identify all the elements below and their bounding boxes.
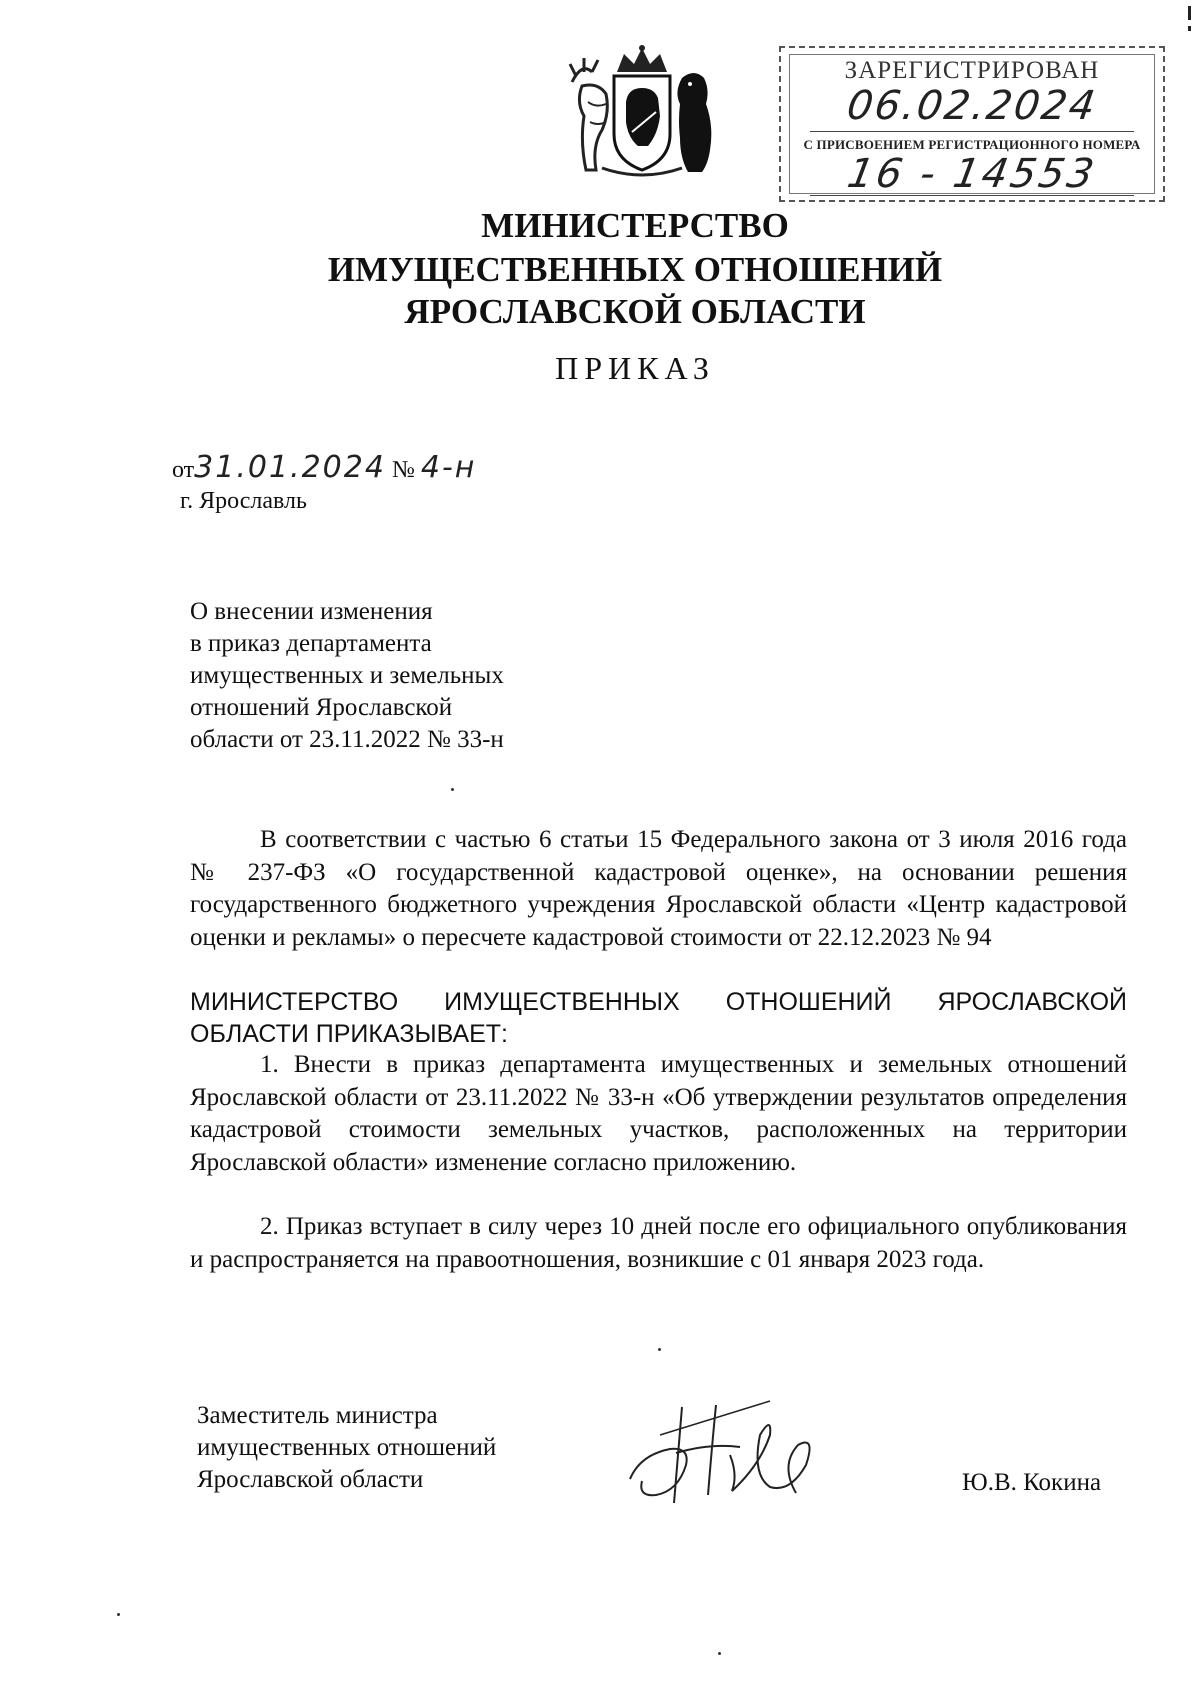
scan-speck — [451, 788, 454, 791]
order-item-1-text: 1. Внести в приказ департамента имущественных и земельных отношений Ярославской области от 23.11.2022 № 33-н «Об утверждении результатов определения кадастровой стоимости земельных участков, расположенных на территории Ярославской области» изменение согласно приложению. — [190, 1051, 1127, 1176]
signatory-title-line: Ярославской области — [197, 1466, 424, 1493]
subject-line: имущественных и земельных — [190, 662, 504, 689]
stamp-title: ЗАРЕГИСТРИРОВАН — [844, 57, 1100, 84]
order-item-1 — [190, 1049, 1127, 1179]
scan-speck — [117, 1613, 120, 1616]
scan-edge-mark — [1186, 4, 1194, 34]
subject-line: О внесении изменения — [190, 598, 433, 625]
stamp-registration-date: 06.02.2024 — [844, 83, 1100, 129]
city: г. Ярославль — [180, 488, 307, 514]
order-date-number-line — [172, 450, 476, 485]
resolution-paragraph: МИНИСТЕРСТВО ИМУЩЕСТВЕННЫХ ОТНОШЕНИЙ ЯРОСЛАВСКОЙ ОБЛАСТИ ПРИКАЗЫВАЕТ: — [190, 988, 1127, 1048]
subject-line: в приказ департамента — [190, 630, 432, 657]
subject-line: области от 23.11.2022 № 33-н — [190, 726, 504, 753]
registration-stamp — [779, 46, 1165, 202]
number-label: № — [391, 457, 415, 483]
ministry-name-line-3: ЯРОСЛАВСКОЙ ОБЛАСТИ — [404, 292, 866, 331]
ministry-name-line-2: ИМУЩЕСТВЕННЫХ ОТНОШЕНИЙ — [327, 250, 943, 289]
document-type-title: ПРИКАЗ — [555, 350, 715, 386]
from-label: от — [172, 457, 195, 483]
preamble-text: В соответствии с частью 6 статьи 15 Федерального закона от 3 июля 2016 года № 237-ФЗ «О государственной кадастровой оценке», на основании решения государственного бюджетного учреждения Ярославской области «Центр кадастровой оценки и рекламы» о пересчете кадастровой стоимости от 22.12.2023 № 94 — [190, 826, 1127, 951]
order-date: 31.01.2024 — [194, 450, 386, 485]
scan-speck — [658, 1348, 661, 1351]
stamp-caption: С ПРИСВОЕНИЕМ РЕГИСТРАЦИОННОГО НОМЕРА — [803, 137, 1141, 152]
handwritten-signature — [620, 1395, 830, 1525]
subject-line: отношений Ярославской — [190, 694, 453, 721]
stamp-registration-number: 16 - 14553 — [843, 151, 1101, 197]
signatory-title-line: имущественных отношений — [197, 1434, 497, 1461]
signatory-name: Ю.В. Кокина — [962, 1469, 1102, 1496]
order-subject — [190, 596, 504, 756]
order-number: 4-н — [420, 450, 477, 485]
order-item-2 — [190, 1211, 1127, 1276]
stamp-divider — [810, 195, 1134, 196]
ministry-name-line-1: МИНИСТЕРСТВО — [481, 206, 789, 245]
preamble-paragraph — [190, 824, 1127, 954]
signatory-title — [197, 1400, 496, 1496]
coat-of-arms-emblem — [562, 42, 722, 182]
stamp-divider — [810, 131, 1134, 132]
scan-speck — [718, 1652, 721, 1655]
signatory-title-line: Заместитель министра — [197, 1402, 438, 1429]
order-item-2-text: 2. Приказ вступает в силу через 10 дней после его официального опубликования и распространяется на правоотношения, возникшие с 01 января 2023 года. — [190, 1213, 1127, 1273]
